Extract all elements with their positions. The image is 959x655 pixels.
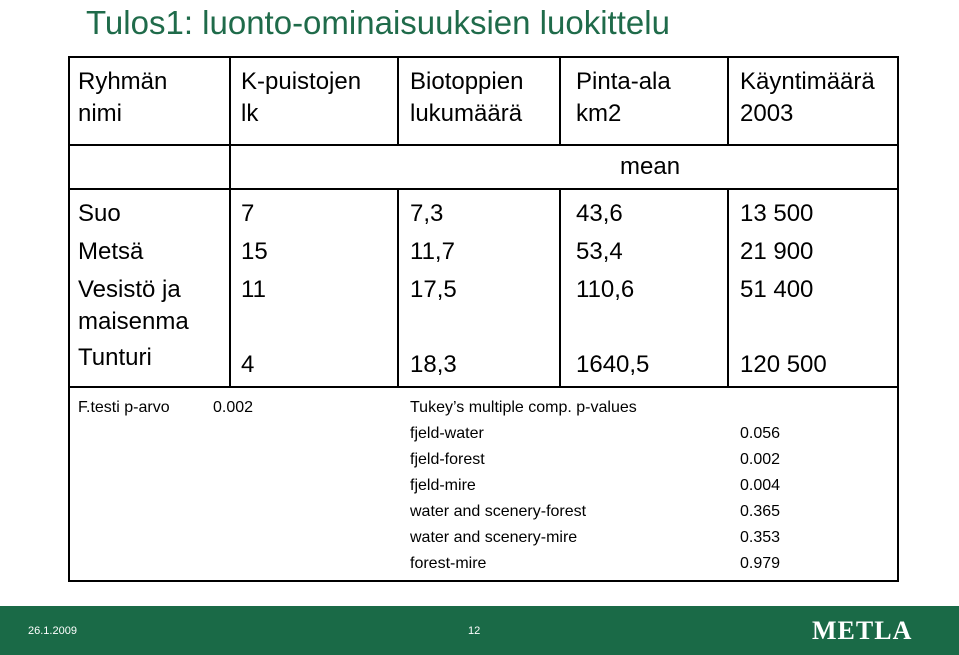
tukey-p-value: 0.056 [740, 425, 781, 442]
ftest-value: 0.002 [213, 399, 254, 416]
tukey-pair: water and scenery-mire [410, 529, 578, 546]
row-visits: 51 400 [740, 276, 814, 303]
page-number: 12 [468, 625, 481, 637]
row-name: Metsä [78, 238, 144, 265]
row-biotopes: 18,3 [410, 351, 457, 378]
row-area: 110,6 [576, 276, 635, 303]
col-divider-2b [397, 188, 399, 386]
results-table [68, 56, 899, 582]
row-count: 4 [241, 351, 255, 378]
col-divider-4 [727, 58, 729, 144]
row-visits: 13 500 [740, 200, 814, 227]
row-name: Vesistö ja maisenma [78, 276, 189, 335]
footer-date: 26.1.2009 [28, 625, 77, 637]
row-area: 1640,5 [576, 351, 650, 378]
row-count: 7 [241, 200, 255, 227]
col-divider-1 [229, 58, 231, 386]
tukey-pair: water and scenery-forest [410, 503, 587, 520]
col-divider-3b [559, 188, 561, 386]
metla-logo: METLA [812, 616, 913, 645]
mean-divider [70, 188, 897, 190]
col-divider-2 [397, 58, 399, 144]
row-name: Suo [78, 200, 121, 227]
tukey-pair: fjeld-mire [410, 477, 476, 494]
mean-label: mean [620, 153, 681, 180]
col-divider-3 [559, 58, 561, 144]
tukey-p-value: 0.979 [740, 555, 781, 572]
footer-bar [0, 606, 959, 655]
tukey-pair: forest-mire [410, 555, 487, 572]
row-visits: 120 500 [740, 351, 827, 378]
row-count: 11 [241, 276, 266, 303]
tukey-p-value: 0.002 [740, 451, 781, 468]
tukey-pair: fjeld-water [410, 425, 484, 442]
tukey-p-value: 0.353 [740, 529, 781, 546]
header-area: Pinta-ala km2 [576, 68, 671, 127]
row-area: 43,6 [576, 200, 623, 227]
page-title: Tulos1: luonto-ominaisuuksien luokittelu [86, 4, 670, 41]
header-park-count: K-puistojen lk [241, 68, 362, 127]
tukey-p-value: 0.004 [740, 477, 781, 494]
col-divider-4b [727, 188, 729, 386]
row-name: Tunturi [78, 344, 152, 371]
row-area: 53,4 [576, 238, 623, 265]
row-count: 15 [241, 238, 268, 265]
ftest-label: F.testi p-arvo [78, 399, 170, 416]
tukey-heading: Tukey’s multiple comp. p-values [410, 399, 637, 416]
row-biotopes: 7,3 [410, 200, 444, 227]
header-group-name: Ryhmän nimi [78, 68, 168, 127]
header-divider [70, 144, 897, 146]
row-biotopes: 17,5 [410, 276, 457, 303]
header-visits: Käyntimäärä 2003 [740, 68, 875, 127]
body-divider [70, 386, 897, 388]
row-biotopes: 11,7 [410, 238, 455, 265]
tukey-p-value: 0.365 [740, 503, 781, 520]
tukey-pair: fjeld-forest [410, 451, 485, 468]
header-biotope-count: Biotoppien lukumäärä [410, 68, 524, 127]
row-visits: 21 900 [740, 238, 814, 265]
